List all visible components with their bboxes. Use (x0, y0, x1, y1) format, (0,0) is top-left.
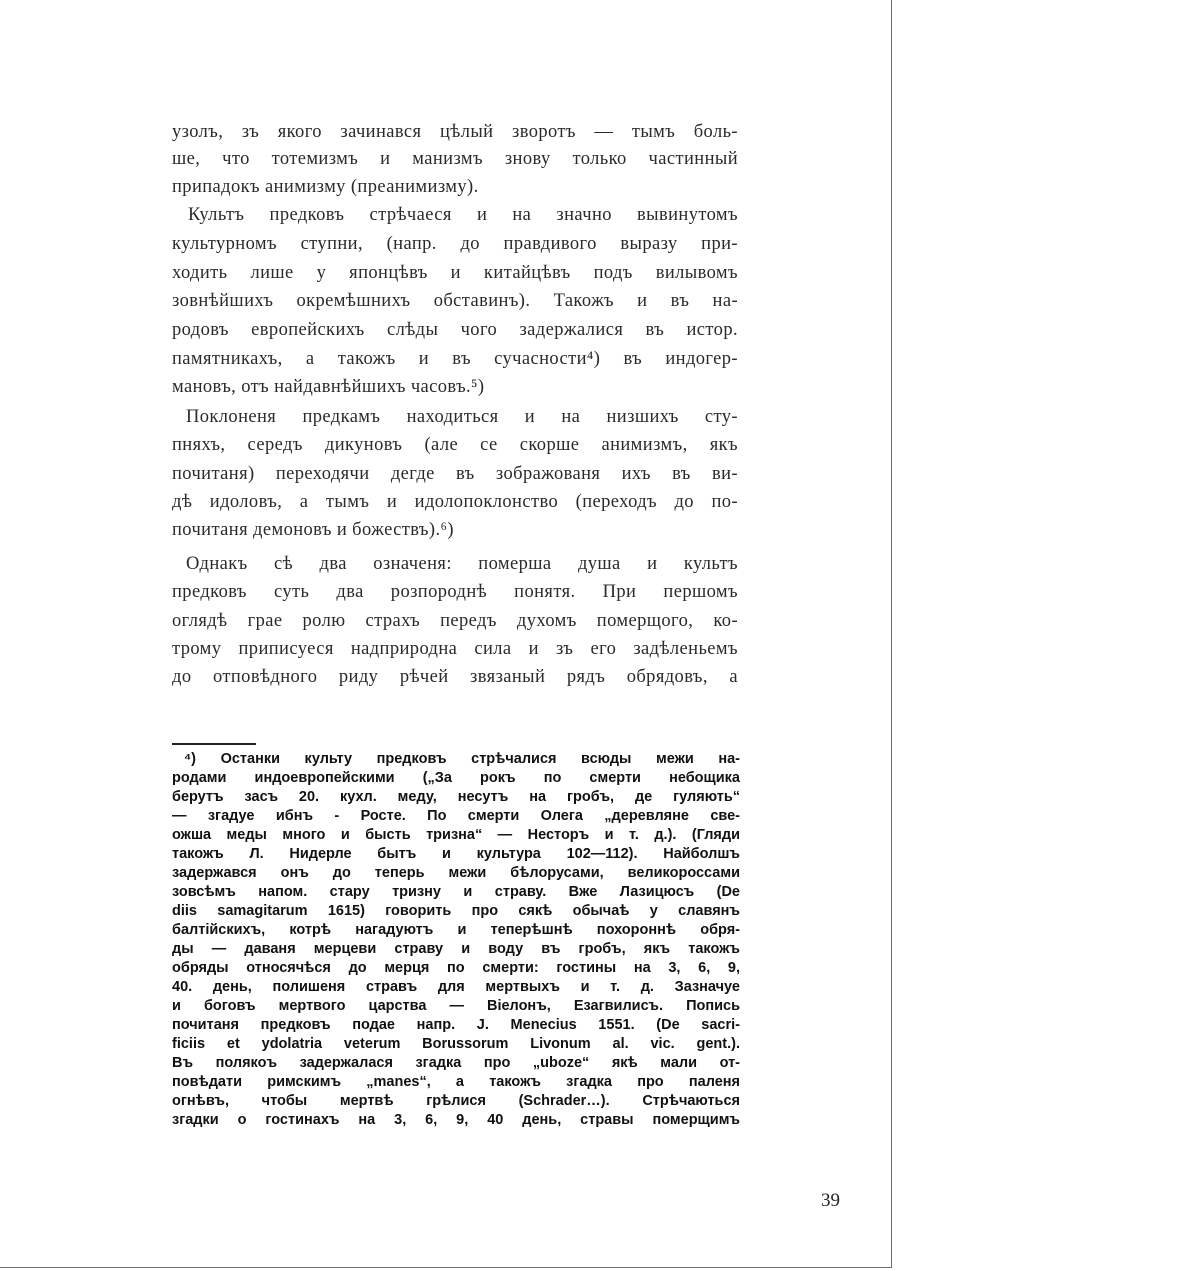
footnote-line: и боговъ мертвого царства — Віелонъ, Езагвилисъ. Попись (172, 998, 740, 1014)
footnote-line: зовсѣмъ напом. стару тризну и страву. Вже Лазицюсъ (De (172, 884, 740, 900)
text-line: припадокъ анимизму (преанимизму). (172, 177, 479, 197)
text-line: культурномъ ступни, (напр. до правдивого выразу при- (172, 234, 738, 254)
text-line: мановъ, отъ найдавнѣйшихъ часовъ.⁵) (172, 377, 485, 397)
footnote-line: балтійскихъ, котрѣ нагадуютъ и теперѣшнѣ похороннѣ обря- (172, 922, 740, 938)
page-number: 39 (821, 1190, 840, 1211)
text-line: почитаня) переходячи дегде въ зображованя ихъ въ ви- (172, 464, 738, 484)
footnote-line: ficiis et ydolatria veterum Borussorum Livonum al. vic. gent.). (172, 1036, 740, 1052)
footnote-line: такожъ Л. Нидерле бытъ и культура 102—112). Найболшъ (172, 846, 740, 862)
text-line: трому приписуеся надприродна сила и зъ его задѣленьемъ (172, 639, 738, 659)
footnote-line: почитаня предковъ подае напр. J. Menecius 1551. (De sacri- (172, 1017, 740, 1033)
text-line: до отповѣдного риду рѣчей звязаный рядъ обрядовъ, а (172, 667, 738, 687)
footnote-line: згадки о гостинахъ на 3, 6, 9, 40 день, стравы померщимъ (172, 1112, 740, 1128)
text-line: памятникахъ, а такожъ и въ сучасности⁴) въ индогер- (172, 349, 738, 369)
footnote-rule (172, 743, 256, 745)
text-line: родовъ европейскихъ слѣды чого задержалися въ истор. (172, 320, 738, 340)
text-line: Поклоненя предкамъ находиться и на низшихъ сту- (186, 407, 738, 427)
text-line: зовнѣйшихъ окремѣшнихъ обставинъ). Такожъ и въ на- (172, 291, 738, 311)
text-line: пняхъ, середъ дикуновъ (але се скорше анимизмъ, якъ (172, 435, 738, 455)
text-line: почитаня демоновъ и божествъ).⁶) (172, 520, 454, 540)
footnote-line: 40. день, полишеня стравъ для мертвыхъ и т. д. Зазначуе (172, 979, 740, 995)
footnote-line: берутъ засъ 20. кухл. меду, несутъ на гробъ, де гуляють“ (172, 789, 740, 805)
text-line: Культъ предковъ стрѣчаеся и на значно вывинутомъ (188, 205, 738, 225)
text-line: ше, что тотемизмъ и манизмъ знову только частинный (172, 149, 738, 169)
footnote-line: задержався онъ до теперь межи бѣлорусами, великороссами (172, 865, 740, 881)
text-line: ходить лише у японцѣвъ и китайцѣвъ подъ вилывомъ (172, 263, 738, 283)
footnote-line: огнѣвъ, чтобы мертвѣ грѣлися (Schrader…). Стрѣчаються (172, 1093, 740, 1109)
footnote-line: diis samagitarum 1615) говорить про сякѣ обычаѣ у славянъ (172, 903, 740, 919)
footnote-line: обряды относячѣся до мерця по смерти: гостины на 3, 6, 9, (172, 960, 740, 976)
text-line: узолъ, зъ якого зачинався цѣлый зворотъ — тымъ боль- (172, 122, 738, 142)
text-line: предковъ суть два розпороднѣ понятя. При першомъ (172, 582, 738, 602)
footnote-line: ⁴) Останки культу предковъ стрѣчалися всюды межи на- (184, 751, 740, 767)
text-line: оглядѣ грае ролю страхъ передъ духомъ померщого, ко- (172, 611, 738, 631)
footnote-line: — згадуе ибнъ - Росте. По смерти Олега „деревляне све- (172, 808, 740, 824)
text-line: дѣ идоловъ, а тымъ и идолопоклонство (переходъ до по- (172, 492, 738, 512)
text-line: Однакъ сѣ два означеня: померша душа и культъ (186, 554, 738, 574)
footnote-line: Въ полякоъ задержалася згадка про „uboze“ якѣ мали от- (172, 1055, 740, 1071)
footnote-line: повѣдати римскимъ „manes“, а такожъ згадка про паленя (172, 1074, 740, 1090)
footnote-line: ожша меды много и бысть тризна“ — Несторъ и т. д.). (Гляди (172, 827, 740, 843)
footnote-line: ды — даваня мерцеви страву и воду въ гробъ, якъ такожъ (172, 941, 740, 957)
footnote-line: родами индоевропейскими („За рокъ по смерти небощика (172, 770, 740, 786)
